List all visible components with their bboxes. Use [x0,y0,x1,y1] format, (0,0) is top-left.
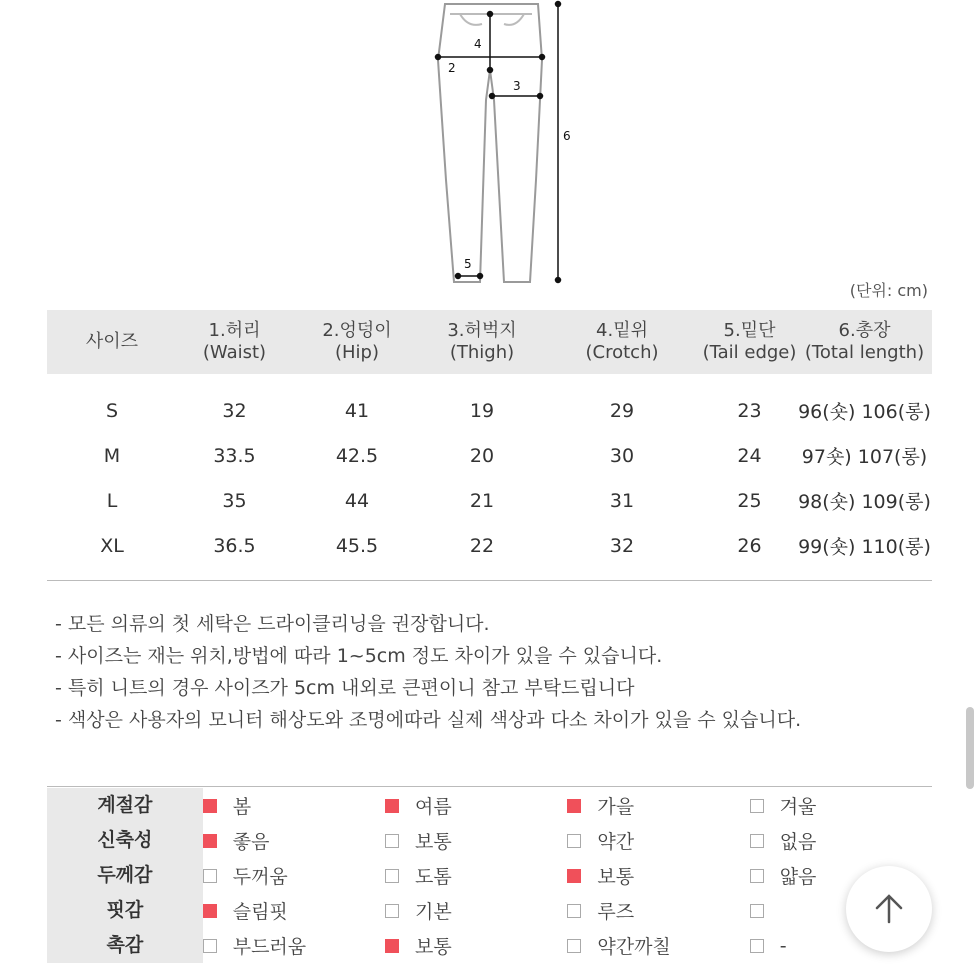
attribute-option [203,897,385,924]
size-value: 19 [469,399,495,422]
note-line: - 사이즈는 재는 위치,방법에 따라 1~5cm 정도 차이가 있을 수 있습니다. [55,645,663,667]
unchecked-box-icon [385,869,399,883]
option-label: 겨울 [779,796,817,818]
size-name: M [103,444,121,467]
attribute-option [385,897,567,924]
header-subtitle: (Crotch) [585,342,659,363]
attribute-row [47,788,932,823]
attribute-option [385,827,567,854]
option-label: - [779,934,787,957]
size-value: 20 [469,444,495,467]
size-table-header-cell [797,320,932,364]
size-value: 99(숏) 110(롱) [798,536,931,558]
header-title: 3.허벅지 [447,320,517,341]
checked-box-icon [567,869,581,883]
unchecked-box-icon [203,869,217,883]
size-table-header-cell [292,320,422,364]
attribute-option [567,897,749,924]
header-title: 5.밑단 [723,320,776,341]
size-value: 98(숏) 109(롱) [798,491,931,513]
checked-box-icon [203,834,217,848]
checked-box-icon [203,799,217,813]
unit-label: (단위: cm) [849,281,928,300]
attribute-option [750,792,932,819]
size-table-header-cell [47,331,177,353]
attribute-option [567,827,749,854]
attribute-option [203,932,385,959]
header-title: 4.밑위 [596,320,648,341]
divider [47,580,932,581]
care-notes [55,608,801,736]
size-value: 30 [609,444,635,467]
attribute-label: 계절감 [47,788,203,823]
unchecked-box-icon [750,799,764,813]
size-value: 42.5 [335,444,379,467]
attribute-option [567,932,749,959]
size-value: 21 [469,489,495,512]
size-table-header-cell [422,320,542,364]
unchecked-box-icon [750,939,764,953]
attribute-option [385,792,567,819]
table-row [47,388,932,433]
size-value: 29 [609,399,635,422]
option-label: 여름 [415,796,452,818]
size-table-header-cell [542,320,702,364]
checked-box-icon [385,939,399,953]
size-value: 23 [737,399,762,422]
divider [47,786,932,787]
size-value: 96(숏) 106(롱) [798,401,931,423]
header-title: 1.허리 [208,320,261,341]
header-title: 사이즈 [85,331,139,352]
attribute-option [203,862,385,889]
header-subtitle: (Hip) [334,342,379,363]
diagram-label-hip: 2 [448,61,456,75]
arrow-up-icon [872,892,906,926]
attribute-row [47,893,932,928]
scrollbar[interactable] [966,707,974,789]
scroll-top-button[interactable] [846,866,932,952]
attribute-table [47,788,932,963]
table-row [47,523,932,568]
option-label: 보통 [597,866,635,888]
size-value: 45.5 [335,534,379,557]
unchecked-box-icon [750,869,764,883]
attribute-option [385,932,567,959]
unchecked-box-icon [567,939,581,953]
size-value: 31 [609,489,635,512]
size-value: 25 [737,489,762,512]
option-label: 좋음 [232,831,270,853]
note-line: - 색상은 사용자의 모니터 해상도와 조명에따라 실제 색상과 다소 차이가 있을 수 있습니다. [55,709,802,731]
option-label: 얇음 [779,866,817,888]
option-label: 두꺼움 [232,866,288,888]
attribute-label: 촉감 [47,928,203,963]
checked-box-icon [203,904,217,918]
option-label: 봄 [232,796,252,818]
option-label: 기본 [415,901,452,923]
attribute-option [203,827,385,854]
checked-box-icon [567,799,581,813]
attribute-row [47,858,932,893]
diagram-label-length: 6 [563,129,571,143]
size-value: 35 [222,489,247,512]
attribute-option [203,792,385,819]
unchecked-box-icon [750,834,764,848]
checked-box-icon [385,799,399,813]
diagram-label-crotch: 4 [474,37,482,51]
size-table-header-cell [177,320,292,364]
size-value: 32 [222,399,247,422]
size-table-header [47,310,932,374]
option-label: 도톰 [415,866,452,888]
unchecked-box-icon [385,904,399,918]
header-subtitle: (Thigh) [449,342,515,363]
size-table-header-cell [702,320,797,364]
header-title: 6.총장 [838,320,891,341]
size-value: 24 [737,444,762,467]
note-line: - 특히 니트의 경우 사이즈가 5cm 내외로 큰편이니 참고 부탁드립니다 [55,677,635,699]
size-table-body [47,374,932,568]
header-title: 2.엉덩이 [322,320,392,341]
option-label: 보통 [415,936,452,958]
attribute-option [567,862,749,889]
size-name: XL [100,534,124,557]
option-label: 없음 [779,831,817,853]
unchecked-box-icon [203,939,217,953]
unchecked-box-icon [385,834,399,848]
attribute-option [567,792,749,819]
note-line: - 모든 의류의 첫 세탁은 드라이클리닝을 권장합니다. [55,613,490,635]
option-label: 슬림핏 [232,901,288,923]
option-label: 약간까칠 [597,936,671,958]
attribute-option [750,827,932,854]
size-value: 97숏) 107(롱) [801,446,928,468]
attribute-label: 신축성 [47,823,203,858]
option-label: 루즈 [597,901,635,923]
attribute-row [47,928,932,963]
diagram-label-thigh: 3 [513,79,521,93]
unchecked-box-icon [567,904,581,918]
attribute-label: 두께감 [47,858,203,893]
size-name: S [105,399,119,422]
table-row [47,478,932,523]
option-label: 약간 [597,831,635,853]
size-value: 26 [737,534,762,557]
size-value: 32 [609,534,635,557]
size-value: 44 [344,489,370,512]
table-row [47,433,932,478]
size-value: 36.5 [213,534,256,557]
header-subtitle: (Waist) [202,342,267,363]
attribute-label: 핏감 [47,893,203,928]
size-value: 41 [344,399,370,422]
size-name: L [106,489,118,512]
diagram-label-hem: 5 [464,257,472,271]
option-label: 가을 [597,796,635,818]
unchecked-box-icon [567,834,581,848]
size-table [47,310,932,568]
option-label: 부드러움 [232,936,307,958]
attribute-option [385,862,567,889]
option-label: 보통 [415,831,452,853]
unchecked-box-icon [750,904,764,918]
size-value: 33.5 [213,444,256,467]
header-subtitle: (Tail edge) [702,342,797,363]
pants-measurement-diagram [420,0,580,300]
header-subtitle: (Total length) [804,342,925,363]
attribute-row [47,823,932,858]
size-value: 22 [469,534,495,557]
